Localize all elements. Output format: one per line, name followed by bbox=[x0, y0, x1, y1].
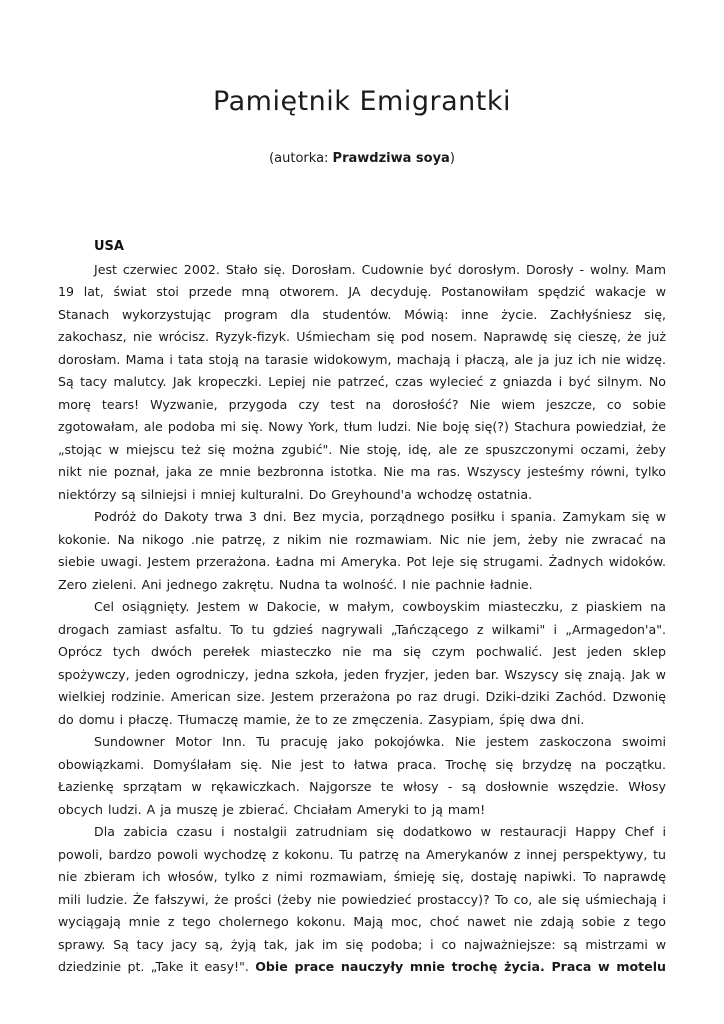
byline-author: Prawdziwa soya bbox=[332, 151, 450, 166]
byline-prefix: (autorka: bbox=[269, 151, 333, 166]
text-run: Cel osiągnięty. Jestem w Dakocie, w małym, cowboyskim miasteczku, z piaskiem na drogach zamiast asfaltu. To tu gdzieś nagrywali „Tańczącego z wilkami" i „Armagedon'a". Oprócz tych dwóch perełek miasteczko nie ma się czym pochwalić. Jest jeden sklep spożywczy, jeden ogrodniczy, jedna szkoła, jeden fryzjer, jeden bar. Wszyscy się znają. Jak w wielkiej rodzinie. American size. Jestem przerażona po raz drugi. Dziki-dziki Zachód. Dzwonię do domu i płaczę. Tłumaczę mamie, że to ze zmęczenia. Zasypiam, śpię dwa dni. bbox=[58, 599, 666, 727]
byline-suffix: ) bbox=[449, 151, 455, 166]
paragraph bbox=[58, 731, 666, 821]
byline bbox=[0, 151, 724, 166]
paragraph bbox=[58, 506, 666, 596]
bold-text-run: Obie prace nauczyły mnie trochę życia. Praca w motelu bbox=[255, 959, 667, 974]
text-run: Sundowner Motor Inn. Tu pracuję jako pokojówka. Nie jestem zaskoczona swoimi obowiązkami. Domyślałam się. Nie jest to łatwa praca. Trochę się brzydzę na początku. Łazienkę sprzątam w rękawiczkach. Najgorsze te włosy - są dosłownie wszędzie. Włosy obcych ludzi. A ja muszę je zbierać. Chciałam Ameryki to ją mam! bbox=[58, 734, 666, 817]
paragraph bbox=[58, 596, 666, 731]
text-run: Jest czerwiec 2002. Stało się. Dorosłam. Cudownie być dorosłym. Dorosły - wolny. Mam 19 lat, świat stoi przede mną otworem. JA decyduję. Postanowiłam spędzić wakacje w Stanach wykorzystując program dla studentów. Mówią: inne życie. Zachłyśniesz się, zakochasz, nie wrócisz. Ryzyk-fizyk. Uśmiecham się pod nosem. Naprawdę się cieszę, że już dorosłam. Mama i tata stoją na tarasie widokowym, machają i płaczą, ale ja juz ich nie widzę. Są tacy malutcy. Jak kropeczki. Lepiej nie patrzeć, czas wylecieć z gniazda i być silnym. No morę tears! Wyzwanie, przygoda czy test na dorosłość? Nie wiem jeszcze, co sobie zgotowałam, ale podoba mi się. Nowy York, tłum ludzi. Nie boję się(?) Stachura powiedział, że „stojąc w miejscu też się można zgubić". Nie stoję, idę, ale ze spuszczonymi oczami, żeby nikt nie poznał, jaka ze mnie bezbronna istotka. Nie ma ras. Wszyscy jesteśmy równi, tylko niektórzy są silniejsi i mniej kulturalni. Do Greyhound'a wchodzę ostatnia. bbox=[58, 261, 666, 502]
section-heading: USA bbox=[94, 239, 124, 254]
paragraph bbox=[58, 821, 666, 979]
document-body bbox=[58, 236, 666, 979]
text-run: Dla zabicia czasu i nostalgii zatrudniam się dodatkowo w restauracji Happy Chef i powoli, bardzo powoli wychodzę z kokonu. Tu patrzę na Amerykanów z innej perspektywy, tu nie zbieram ich włosów, tylko z nimi rozmawiam, śmieję się, dostaję napiwki. To naprawdę mili ludzie. Że fałszywi, że prości (żeby nie powiedzieć prostaccy)? To co, ale się uśmiechają i wyciągają mnie z tego cholernego kokonu. Mają moc, choć nawet nie zdają sobie z tego sprawy. Są tacy jacy są, żyją tak, jak im się podoba; i co najważniejsze: są mistrzami w dziedzinie pt. „Take it easy!". bbox=[58, 824, 666, 974]
paragraph bbox=[58, 259, 666, 507]
text-run: Podróż do Dakoty trwa 3 dni. Bez mycia, porządnego posiłku i spania. Zamykam się w kokonie. Na nikogo .nie patrzę, z nikim nie rozmawiam. Nic nie jem, żeby nie zwracać na siebie uwagi. Jestem przerażona. Ładna mi Ameryka. Pot leje się strugami. Żadnych widoków. Zero zieleni. Ani jednego zakrętu. Nudna ta wolność. I nie pachnie ładnie. bbox=[58, 509, 666, 592]
paragraphs-container bbox=[58, 259, 666, 979]
document-title: Pamiętnik Emigrantki bbox=[213, 86, 511, 117]
